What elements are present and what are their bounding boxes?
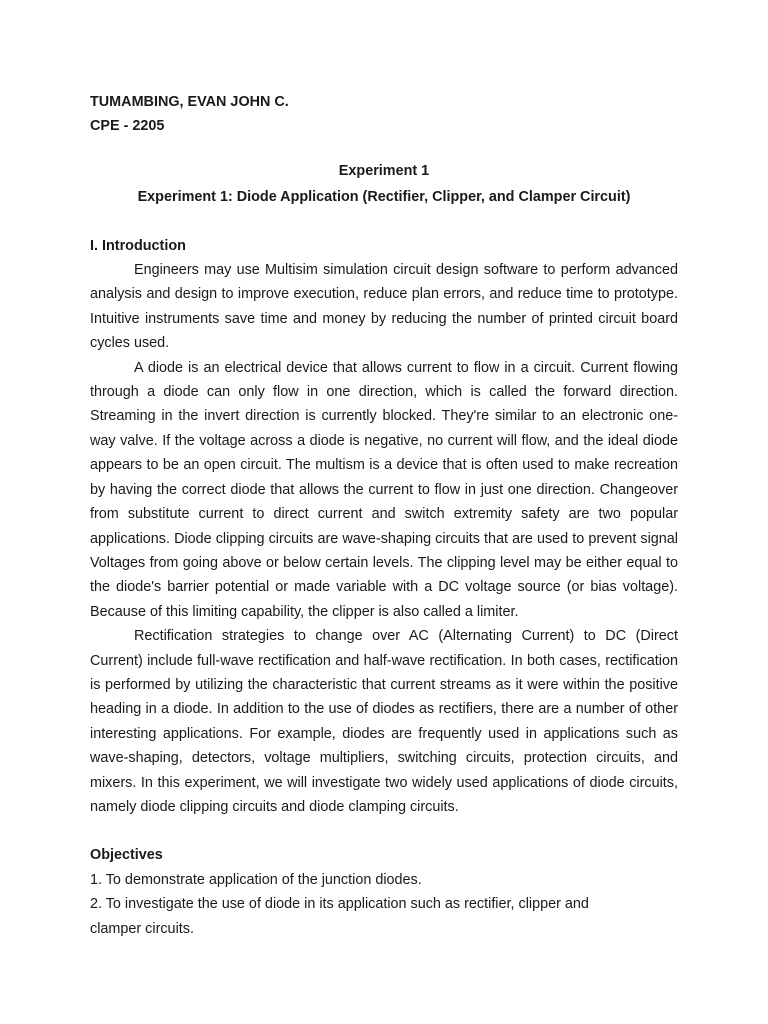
objective-item-2: 2. To investigate the use of diode in its application such as rectifier, clipper and <box>90 896 589 913</box>
intro-paragraph-1: Engineers may use Multisim simulation circuit design software to perform advanced analysis and design to improve execution, reduce plan errors, and reduce time to prototype. Intuitive instruments save time and money by reducing the number of printed circuit board cycles used. <box>90 262 678 352</box>
objective-item-1: 1. To demonstrate application of the junction diodes. <box>90 871 422 888</box>
document-body <box>90 90 678 941</box>
course-code: CPE - 2205 <box>90 118 165 135</box>
experiment-subtitle: Experiment 1: Diode Application (Rectifier, Clipper, and Clamper Circuit) <box>137 189 631 206</box>
objectives-heading: Objectives <box>90 847 163 864</box>
experiment-title: Experiment 1 <box>338 162 430 179</box>
intro-paragraph-2: A diode is an electrical device that allows current to flow in a circuit. Current flowing through a diode can only flow in one direction, which is called the forward direction. Streaming in the invert direction is currently blocked. They're similar to an electronic one-way valve. If the voltage across a diode is negative, no current will flow, and the ideal diode appears to be an open circuit. The multism is a device that is often used to make recreation by having the correct diode that allows the current to flow in just one direction. Changeover from substitute current to direct current and switch extremity safety are two popular applications. Diode clipping circuits are wave-shaping circuits that are used to prevent signal Voltages from going above or below certain levels. The clipping level may be either equal to the diode's barrier potential or made variable with a DC voltage source (or bias voltage). Because of this limiting capability, the clipper is also called a limiter. <box>90 359 678 620</box>
intro-paragraph-3: Rectification strategies to change over AC (Alternating Current) to DC (Direct Current) include full-wave rectification and half-wave rectification. In both cases, rectification is performed by utilizing the characteristic that current streams as it were within the positive heading in a diode. In addition to the use of diodes as rectifiers, there are a number of other interesting applications. For example, diodes are frequently used in applications such as wave-shaping, detectors, voltage multipliers, switching circuits, protection circuits, and mixers. In this experiment, we will investigate two widely used applications of diode circuits, namely diode clipping circuits and diode clamping circuits. <box>90 628 678 815</box>
objective-item-2-continued: clamper circuits. <box>90 920 194 937</box>
introduction-heading: I. Introduction <box>90 237 186 254</box>
author-name: TUMAMBING, EVAN JOHN C. <box>90 94 289 110</box>
